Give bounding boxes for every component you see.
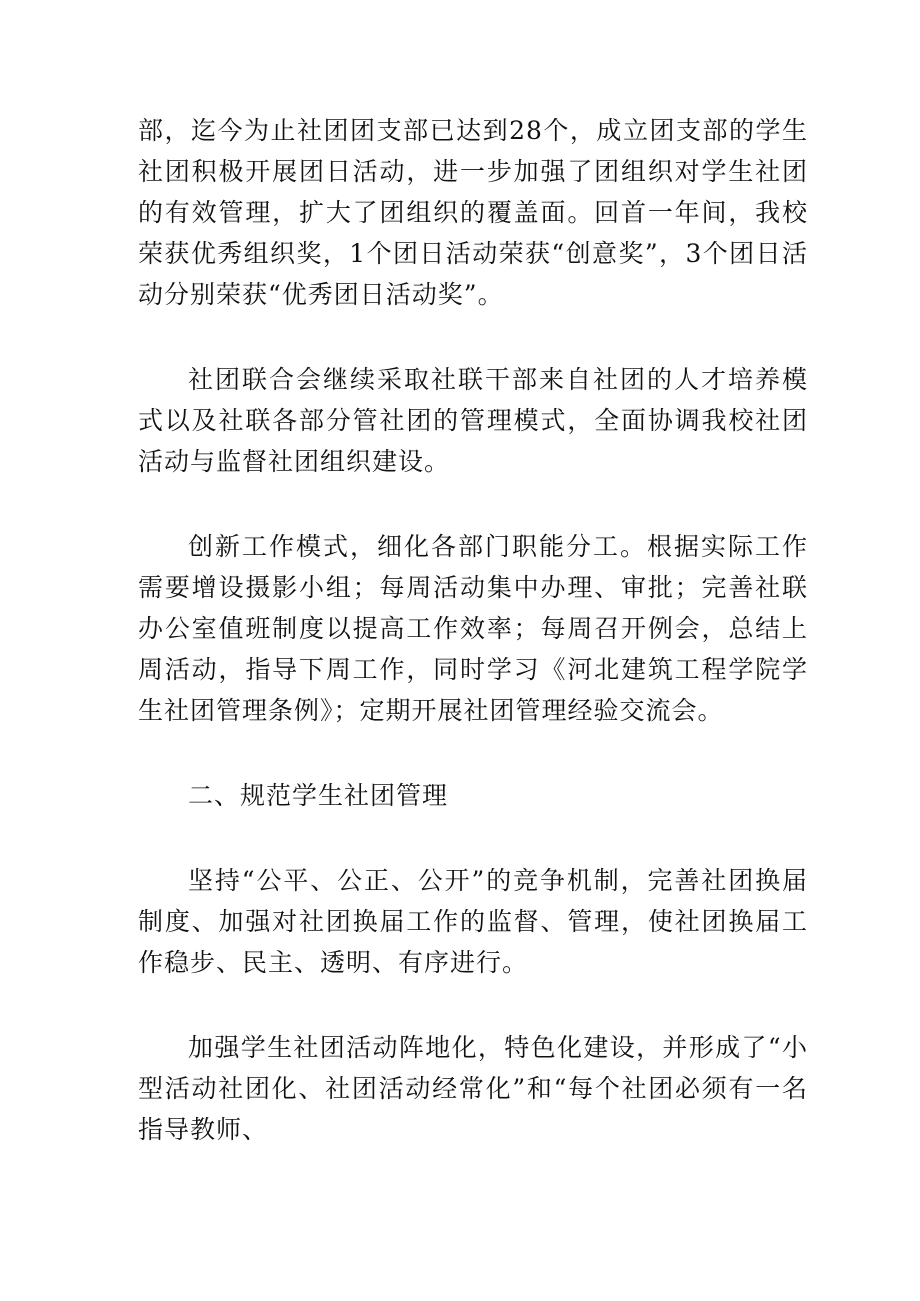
section-heading-management: 二、规范学生社团管理 xyxy=(188,781,449,810)
paragraph-activity-base: 加强学生社团活动阵地化，特色化建设，并形成了“小型活动社团化、社团活动经常化”和“每个社团必须有一名指导教师、 xyxy=(138,1033,808,1144)
paragraph-work-innovation: 创新工作模式，细化各部门职能分工。根据实际工作需要增设摄影小组；每周活动集中办理、审批；完善社联办公室值班制度以提高工作效率；每周召开例会，总结上周活动，指导下周工作，同时学习《河北建筑工程学院学生社团管理条例》；定期开展社团管理经验交流会。 xyxy=(138,532,808,725)
document-body xyxy=(138,110,808,1150)
paragraph-student-union-model: 社团联合会继续采取社联干部来自社团的人才培养模式以及社联各部分管社团的管理模式，全面协调我校社团活动与监督社团组织建设。 xyxy=(138,365,808,476)
paragraph-continuation: 部，迄今为止社团团支部已达到28个，成立团支部的学生社团积极开展团日活动，进一步加强了团组织对学生社团的有效管理，扩大了团组织的覆盖面。回首一年间，我校荣获优秀组织奖，1个团日活动荣获“创意奖”，3个团日活动分别荣获“优秀团日活动奖”。 xyxy=(138,116,808,309)
paragraph-election-system: 坚持“公平、公正、公开”的竞争机制，完善社团换届制度、加强对社团换届工作的监督、管理，使社团换届工作稳步、民主、透明、有序进行。 xyxy=(138,866,808,977)
